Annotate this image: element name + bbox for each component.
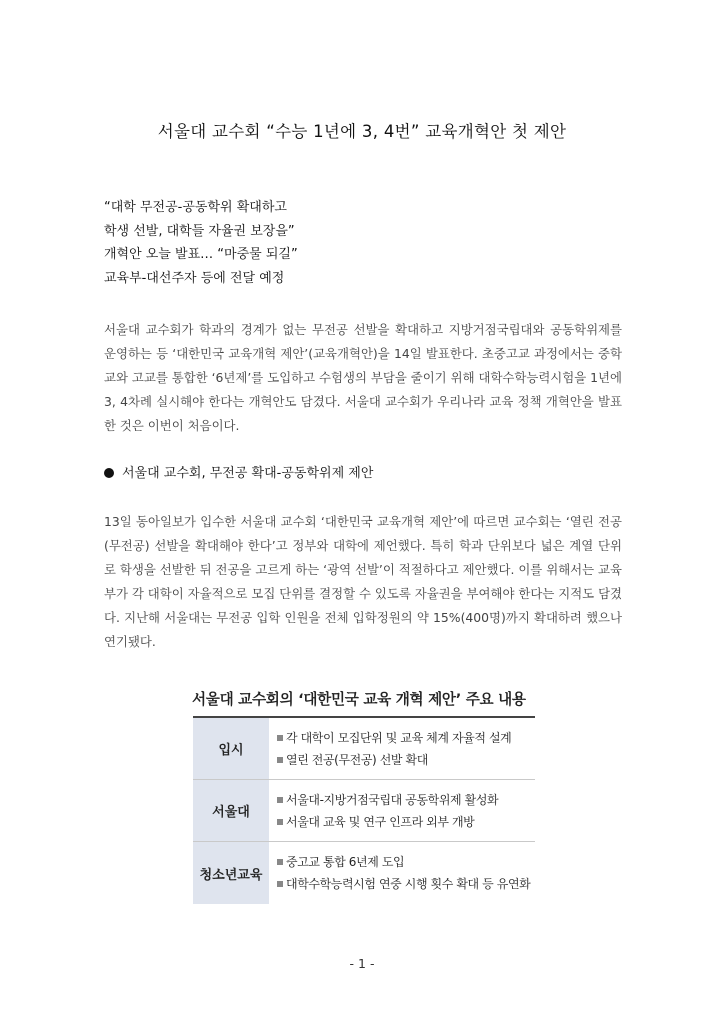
row-label: 청소년교육	[193, 842, 269, 904]
list-item-text: 서울대-지방거점국립대 공동학위제 활성화	[286, 792, 499, 807]
body-paragraph-2: 13일 동아일보가 입수한 서울대 교수회 ‘대한민국 교육개혁 제안’에 따르면 교수회는 ‘열린 전공(무전공) 선발을 확대해야 한다’고 정부와 대학에 제언했다. 특히 학과 단위보다 넓은 계열 단위로 학생을 선발한 뒤 전공을 고르게 하는 ‘광역 선발’이 적절하다고 제안했다. 이를 위해서는 교육부가 각 대학이 자율적으로 모집 단위를 결정할 수 있도록 자율권을 부여해야 한다는 지적도 담겼다. 지난해 서울대는 무전공 입학 인원을 전체 입학정원의 약 15%(400명)까지 확대하려 했으나 연기됐다.	[104, 514, 623, 649]
body-paragraph-1: 서울대 교수회가 학과의 경계가 없는 무전공 선발을 확대하고 지방거점국립대와 공동학위제를 운영하는 등 ‘대한민국 교육개혁 제안’(교육개혁안)을 14일 발표한다. 초중고교 과정에서는 중학교와 고교를 통합한 ‘6년제’를 도입하고 수험생의 부담을 줄이기 위해 대학수학능력시험을 1년에 3, 4차례 실시해야 한다는 개혁안도 담겼다. 서울대 교수회가 우리나라 교육 정책 개혁안을 발표한 것은 이번이 처음이다.	[104, 322, 622, 433]
square-bullet-icon	[277, 859, 283, 865]
list-item	[277, 851, 535, 873]
row-items	[269, 718, 535, 779]
list-item-text: 열린 전공(무전공) 선발 확대	[286, 752, 428, 767]
subheadline: 개혁안 오늘 발표… “마중물 되길”	[104, 247, 298, 262]
list-item-text: 중고교 통합 6년제 도입	[286, 855, 405, 869]
subheadline: 교육부-대선주자 등에 전달 예정	[104, 270, 285, 286]
list-item	[277, 789, 535, 811]
table-row	[193, 718, 535, 780]
list-item-text: 서울대 교육 및 연구 인프라 외부 개방	[286, 814, 475, 829]
section-heading	[104, 462, 624, 481]
list-item	[277, 873, 535, 895]
list-item	[277, 811, 535, 833]
square-bullet-icon	[277, 757, 283, 763]
summary-table	[193, 716, 535, 904]
square-bullet-icon	[277, 735, 283, 741]
row-items	[269, 842, 535, 904]
subheadline: “대학 무전공-공동학위 확대하고	[104, 200, 287, 215]
subheadlines	[104, 196, 644, 290]
square-bullet-icon	[277, 819, 283, 825]
bullet-icon	[104, 468, 114, 478]
page-number: - 1 -	[349, 956, 375, 971]
row-items	[269, 780, 535, 841]
row-label: 입시	[193, 718, 269, 779]
article-title: 서울대 교수회 “수능 1년에 3, 4번” 교육개혁안 첫 제안	[157, 122, 567, 141]
list-item	[277, 749, 535, 771]
row-label: 서울대	[193, 780, 269, 841]
summary-table-title: 서울대 교수회의 ‘대한민국 교육 개혁 제안’ 주요 내용	[192, 691, 526, 708]
list-item-text: 대학수학능력시험 연중 시행 횟수 확대 등 유연화	[286, 877, 531, 891]
subheadline: 학생 선발, 대학들 자율권 보장을”	[104, 223, 295, 239]
square-bullet-icon	[277, 797, 283, 803]
list-item	[277, 727, 535, 749]
table-row	[193, 780, 535, 842]
list-item-text: 각 대학이 모집단위 및 교육 체계 자율적 설계	[286, 730, 512, 745]
square-bullet-icon	[277, 881, 283, 887]
table-row	[193, 842, 535, 904]
section-heading-text: 서울대 교수회, 무전공 확대-공동학위제 제안	[122, 466, 374, 481]
